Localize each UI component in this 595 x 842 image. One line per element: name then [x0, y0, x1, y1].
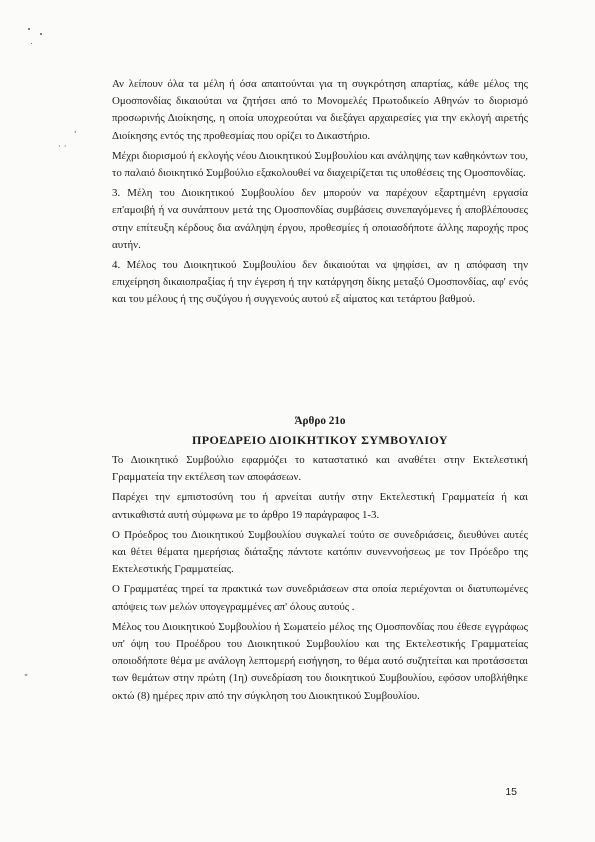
paragraph: Το Διοικητικό Συμβούλιο εφαρμόζει το καταστατικό και αναθέτει στην Εκτελεστική Γραμματεία την εκτέλεση των αποφάσεων.: [112, 454, 528, 484]
article-title: ΠΡΟΕΔΡΕΙΟ ΔΙΟΙΚΗΤΙΚΟΥ ΣΥΜΒΟΥΛΙΟΥ: [192, 433, 448, 447]
margin-pen-mark: ʹ: [74, 131, 77, 141]
paragraph: Ο Γραμματέας τηρεί τα πρακτικά των συνεδριάσεων στα οποία περιέχονται οι διατυπωμένες απόψεις των μελών υπογεγραμμένες απ' όλους αυτούς .: [112, 583, 528, 613]
margin-pen-mark: ʺ: [24, 674, 29, 684]
article-body: [112, 433, 528, 705]
paragraph: Μέλος του Διοικητικού Συμβουλίου ή Σωματείο μέλος της Ομοσπονδίας που έθεσε εγγράφως υπ' όψη του Προέδρου του Διοικητικού Συμβουλίου και της Εκτελεστικής Γραμματείας οποιοδήποτε θέμα με ανάλογη λεπτομερή εισήγηση, το θέμα αυτό συζητείται και προτάσσεται των θεμάτων στην πρώτη (1η) συνεδρίαση του διοικητικού Συμβουλίου, εφόσον υποβλήθηκε οκτώ (8) ημέρες πριν από την σύγκληση του Διοικητικού Συμβουλίου.: [112, 620, 528, 702]
paragraph: 3. Μέλη του Διοικητικού Συμβουλίου δεν μπορούν να παρέχουν εξαρτημένη εργασία επ'αμοιβή ή να συνάπτουν μετά της Ομοσπονδίας συμβάσεις συνεπαγόμενες ή αποβλέπουσες στην επίτευξη κέρδους δια ανάληψη έργου, προθεσμίες ή οποιασδήποτε άλλης παροχής προς αυτήν.: [112, 187, 528, 251]
page-number: 15: [505, 786, 517, 798]
scan-speck: [40, 33, 42, 35]
article-heading: [112, 413, 528, 430]
scan-speck: [31, 43, 32, 44]
paragraph: Αν λείπουν όλα τα μέλη ή όσα απαιτούνται για τη συγκρότηση απαρτίας, κάθε μέλος της Ομοσπονδίας δικαιούται να ζητήσει από το Μονομελές Πρωτοδικείο Αθηνών το διορισμό προσωρινής Διοίκησης, η οποία υποχρεούται να διεξάγει αρχαιρεσίες για την εκλογή αιρετής Διοίκησης εντός της προθεσμίας που ορίζει το Δικαστήριο.: [112, 78, 528, 142]
paragraph: Ο Πρόεδρος του Διοικητικού Συμβουλίου συγκαλεί τούτο σε συνεδριάσεις, διευθύνει αυτές και θέτει θέματα ημερήσιας διάταξης πάντοτε κατόπιν συνεννοήσεως με τον Πρόεδρο της Εκτελεστικής Γραμματείας.: [112, 528, 528, 576]
paragraph: Μέχρι διορισμού ή εκλογής νέου Διοικητικού Συμβουλίου και ανάληψης των καθηκόντων του, το παλαιό διοικητικό Συμβούλιο εξακολουθεί να διαχειρίζεται τις υποθέσεις της Ομοσπονδίας.: [112, 149, 528, 180]
top-text-block: [112, 76, 528, 309]
article-number: Άρθρο 21ο: [294, 415, 346, 427]
paragraph: Παρέχει την εμπιστοσύνη του ή αρνείται αυτήν στην Εκτελεστική Γραμματεία ή και αντικαθιστά αυτή σύμφωνα με το άρθρο 19 παράγραφος 1-3.: [112, 491, 528, 521]
margin-pen-mark: · ·: [58, 142, 67, 152]
scan-speck: [28, 28, 30, 30]
paragraph: 4. Μέλος του Διοικητικού Συμβουλίου δεν δικαιούται να ψηφίσει, αν η απόφαση την επιχείρηση δικαιοπραξίας ή την έγερση ή την κατάργηση δίκης μεταξύ Ομοσπονδίας, αφ' ενός και του μέλους ή της συζύγου ή συγγενούς αυτού εξ αίματος και τετάρτου βαθμού.: [112, 259, 528, 306]
